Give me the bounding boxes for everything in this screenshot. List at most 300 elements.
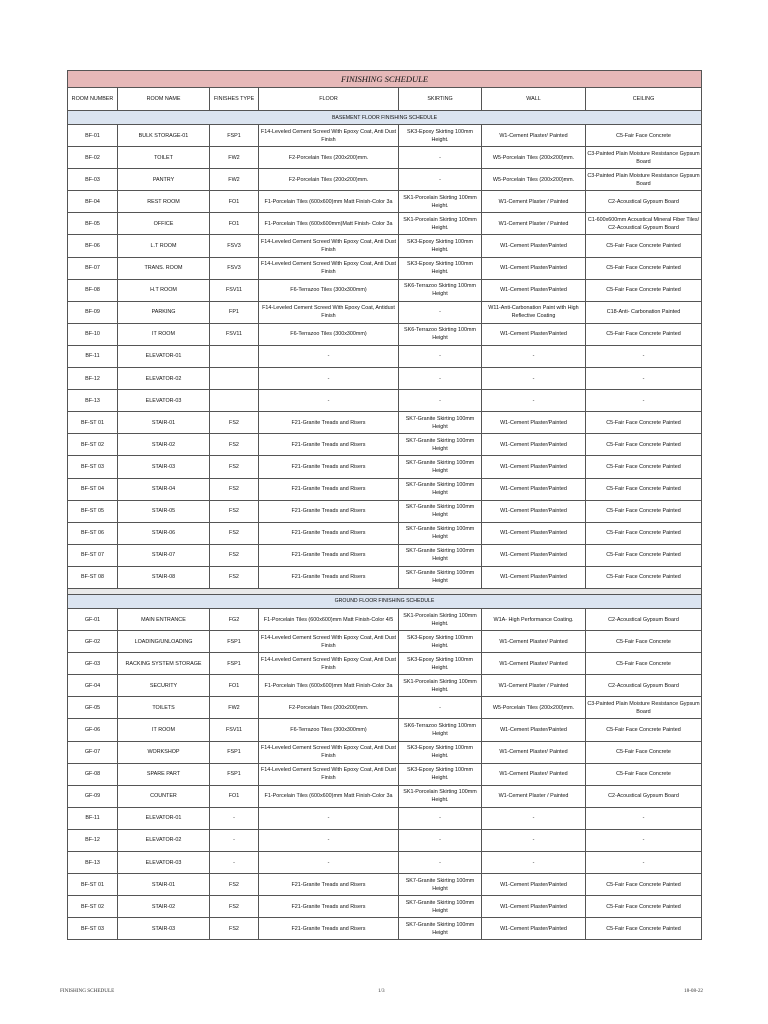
cell-room-number: GF-03 [68,653,118,675]
cell-finishes-type: FSV11 [210,719,259,741]
cell-ceiling: C2-Acoustical Gypsum Board [586,675,702,697]
cell-room-number: BF-ST 04 [68,478,118,500]
cell-skirting: SK6-Terrazoo Skirting 100mm Height [399,279,482,301]
cell-floor: F14-Leveled Cement Screed With Epoxy Coat, Anti Dust Finish [259,125,399,147]
cell-floor: F6-Terrazoo Tiles (300x300mm) [259,719,399,741]
table-row [68,345,702,367]
cell-wall: W1-Cement Plaster/Painted [482,522,586,544]
cell-ceiling: C5-Fair Face Concrete Painted [586,566,702,588]
cell-wall: W11-Anti-Carbonation Paint with High Reflective Coating [482,301,586,323]
cell-wall: W1-Cement Plaster/Painted [482,896,586,918]
table-row [68,829,702,851]
schedule-title: FINISHING SCHEDULE [68,71,702,88]
cell-ceiling: C5-Fair Face Concrete [586,763,702,785]
table-row [68,608,702,630]
cell-wall: W1-Cement Plaster/Painted [482,279,586,301]
cell-finishes-type: FG2 [210,608,259,630]
cell-room-number: GF-09 [68,785,118,807]
cell-skirting: - [399,147,482,169]
cell-floor: F1-Porcelain Tiles (600x600mm)Matt Finish- Color 3a [259,213,399,235]
cell-room-name: PANTRY [118,169,210,191]
table-row [68,852,702,874]
cell-skirting: SK3-Epoxy Skirting 100mm Height. [399,653,482,675]
cell-room-name: ELEVATOR-03 [118,390,210,412]
cell-floor: F14-Leveled Cement Screed With Epoxy Coat, Anti Dust Finish [259,235,399,257]
cell-room-name: TOILETS [118,697,210,719]
column-header-room-number: ROOM NUMBER [68,88,118,111]
cell-finishes-type: FS2 [210,500,259,522]
cell-skirting: SK7-Granite Skirting 100mm Height [399,566,482,588]
footer-document-name: FINISHING SCHEDULE [60,988,115,994]
table-row [68,807,702,829]
finishing-schedule-table [67,70,702,940]
cell-floor: F14-Leveled Cement Screed With Epoxy Coat, Anti Dust Finish [259,257,399,279]
cell-skirting: SK1-Porcelain Skirting 100mm Height. [399,608,482,630]
cell-floor: F14-Leveled Cement Screed With Epoxy Coat, Anti Dust Finish [259,631,399,653]
column-header-row [68,88,702,111]
cell-room-number: BF-04 [68,191,118,213]
cell-room-name: ELEVATOR-01 [118,807,210,829]
cell-skirting: SK3-Epoxy Skirting 100mm Height. [399,741,482,763]
cell-ceiling: C18-Anti- Carbonation Painted [586,301,702,323]
cell-ceiling: - [586,345,702,367]
cell-room-name: ELEVATOR-03 [118,852,210,874]
cell-wall: W1-Cement Plaster/ Painted [482,125,586,147]
cell-skirting: SK7-Granite Skirting 100mm Height [399,522,482,544]
cell-skirting: SK7-Granite Skirting 100mm Height [399,896,482,918]
cell-ceiling: C5-Fair Face Concrete Painted [586,874,702,896]
cell-room-number: BF-ST 06 [68,522,118,544]
cell-finishes-type: FO1 [210,191,259,213]
cell-room-number: BF-13 [68,390,118,412]
cell-finishes-type [210,345,259,367]
cell-wall: W5-Porcelain Tiles (200x200)mm. [482,697,586,719]
table-row [68,697,702,719]
cell-wall: W1-Cement Plaster/Painted [482,874,586,896]
cell-finishes-type: FS2 [210,456,259,478]
cell-room-number: GF-05 [68,697,118,719]
cell-ceiling: - [586,829,702,851]
cell-ceiling: C2-Acoustical Gypsum Board [586,608,702,630]
cell-floor: F21-Granite Treads and Risers [259,522,399,544]
table-row [68,566,702,588]
table-row [68,896,702,918]
cell-skirting: SK1-Porcelain Skirting 100mm Height. [399,191,482,213]
cell-finishes-type: - [210,852,259,874]
cell-room-number: GF-04 [68,675,118,697]
cell-finishes-type: FO1 [210,213,259,235]
column-header-ceiling: CEILING [586,88,702,111]
cell-floor: F2-Porcelain Tiles (200x200)mm. [259,169,399,191]
cell-wall: - [482,829,586,851]
cell-skirting: SK3-Epoxy Skirting 100mm Height. [399,631,482,653]
cell-finishes-type: FSV11 [210,279,259,301]
table-row [68,147,702,169]
cell-finishes-type: FS2 [210,522,259,544]
cell-finishes-type: FO1 [210,675,259,697]
cell-room-name: SPARE PART [118,763,210,785]
section-heading: GROUND FLOOR FINISHING SCHEDULE [68,594,702,608]
cell-skirting: SK3-Epoxy Skirting 100mm Height. [399,125,482,147]
cell-finishes-type: FW2 [210,697,259,719]
cell-wall: W1-Cement Plaster/Painted [482,257,586,279]
table-row [68,785,702,807]
table-row [68,323,702,345]
table-row [68,544,702,566]
cell-floor: F21-Granite Treads and Risers [259,412,399,434]
cell-finishes-type: FW2 [210,147,259,169]
table-row [68,675,702,697]
cell-floor: F21-Granite Treads and Risers [259,544,399,566]
cell-room-name: OFFICE [118,213,210,235]
cell-skirting: SK7-Granite Skirting 100mm Height [399,500,482,522]
cell-ceiling: C3-Painted Plain Moisture Resistance Gypsum Board [586,169,702,191]
cell-room-number: BF-12 [68,829,118,851]
cell-wall: W5-Porcelain Tiles (200x200)mm. [482,147,586,169]
table-row [68,631,702,653]
table-row [68,390,702,412]
cell-wall: W1-Cement Plaster/Painted [482,478,586,500]
cell-room-name: STAIR-03 [118,918,210,940]
cell-floor: - [259,852,399,874]
schedule-body [68,111,702,940]
cell-floor: F21-Granite Treads and Risers [259,456,399,478]
cell-room-number: GF-07 [68,741,118,763]
cell-room-number: BF-ST 02 [68,896,118,918]
cell-floor: F21-Granite Treads and Risers [259,478,399,500]
cell-floor: F14-Leveled Cement Screed With Epoxy Coat, Anti Dust Finish [259,763,399,785]
cell-floor: F6-Terrazoo Tiles (300x300mm) [259,323,399,345]
cell-floor: F2-Porcelain Tiles (200x200)mm. [259,697,399,719]
cell-floor: F21-Granite Treads and Risers [259,500,399,522]
cell-room-number: BF-03 [68,169,118,191]
section-heading-row [68,594,702,608]
table-row [68,191,702,213]
table-row [68,213,702,235]
cell-room-number: GF-01 [68,608,118,630]
cell-wall: W1-Cement Plaster / Painted [482,785,586,807]
cell-room-name: PARKING [118,301,210,323]
cell-room-name: SECURITY [118,675,210,697]
cell-skirting: - [399,852,482,874]
table-row [68,301,702,323]
cell-room-name: LOADING/UNLOADING [118,631,210,653]
cell-skirting: - [399,807,482,829]
cell-finishes-type: FS2 [210,896,259,918]
cell-wall: - [482,807,586,829]
cell-ceiling: C5-Fair Face Concrete Painted [586,478,702,500]
cell-ceiling: C5-Fair Face Concrete [586,125,702,147]
cell-wall: W1-Cement Plaster/ Painted [482,631,586,653]
cell-room-name: STAIR-01 [118,412,210,434]
cell-room-name: TRANS. ROOM [118,257,210,279]
table-row [68,478,702,500]
cell-room-name: STAIR-04 [118,478,210,500]
table-row [68,522,702,544]
column-header-wall: WALL [482,88,586,111]
cell-finishes-type: FS2 [210,544,259,566]
cell-wall: - [482,368,586,390]
cell-skirting: SK6-Terrazoo Skirting 100mm Height [399,323,482,345]
column-header-finishes-type: FINISHES TYPE [210,88,259,111]
cell-room-number: BF-ST 01 [68,874,118,896]
cell-ceiling: - [586,807,702,829]
table-row [68,653,702,675]
cell-skirting: - [399,345,482,367]
cell-room-name: TOILET [118,147,210,169]
cell-room-number: BF-ST 08 [68,566,118,588]
cell-ceiling: C5-Fair Face Concrete Painted [586,719,702,741]
cell-finishes-type: FSP1 [210,125,259,147]
cell-floor: F21-Granite Treads and Risers [259,566,399,588]
cell-room-name: STAIR-05 [118,500,210,522]
table-row [68,257,702,279]
cell-finishes-type: FSP1 [210,631,259,653]
table-row [68,279,702,301]
cell-room-number: GF-08 [68,763,118,785]
cell-ceiling: C2-Acoustical Gypsum Board [586,191,702,213]
cell-finishes-type: FSP1 [210,741,259,763]
cell-finishes-type: FS2 [210,918,259,940]
cell-finishes-type: FS2 [210,412,259,434]
cell-wall: - [482,345,586,367]
cell-floor: F1-Porcelain Tiles (600x600)mm Matt Finish-Color 3a [259,675,399,697]
cell-room-name: RACKING SYSTEM STORAGE [118,653,210,675]
cell-skirting: - [399,390,482,412]
cell-ceiling: C5-Fair Face Concrete [586,741,702,763]
cell-wall: W1A- High Performance Coating. [482,608,586,630]
cell-finishes-type [210,390,259,412]
cell-ceiling: C5-Fair Face Concrete Painted [586,918,702,940]
table-row [68,500,702,522]
cell-floor: - [259,368,399,390]
cell-ceiling: C5-Fair Face Concrete Painted [586,896,702,918]
section-heading: BASEMENT FLOOR FINISHING SCHEDULE [68,111,702,125]
cell-wall: W1-Cement Plaster/Painted [482,566,586,588]
column-header-floor: FLOOR [259,88,399,111]
cell-skirting: - [399,301,482,323]
table-row [68,368,702,390]
cell-room-number: BF-07 [68,257,118,279]
cell-ceiling: C5-Fair Face Concrete [586,653,702,675]
cell-room-number: BF-05 [68,213,118,235]
cell-ceiling: C5-Fair Face Concrete Painted [586,456,702,478]
cell-floor: F14-Leveled Cement Screed With Epoxy Coat, Anti Dust Finish [259,741,399,763]
title-row [68,71,702,88]
cell-wall: W1-Cement Plaster/Painted [482,434,586,456]
cell-room-number: GF-06 [68,719,118,741]
cell-floor: F21-Granite Treads and Risers [259,896,399,918]
table-row [68,434,702,456]
cell-ceiling: C5-Fair Face Concrete Painted [586,544,702,566]
cell-floor: F6-Terrazoo Tiles (300x300mm) [259,279,399,301]
cell-room-number: BF-ST 02 [68,434,118,456]
table-row [68,763,702,785]
table-row [68,125,702,147]
cell-room-name: STAIR-03 [118,456,210,478]
cell-room-number: BF-ST 07 [68,544,118,566]
cell-wall: W1-Cement Plaster / Painted [482,675,586,697]
table-row [68,918,702,940]
cell-skirting: SK1-Porcelain Skirting 100mm Height. [399,675,482,697]
cell-ceiling: - [586,390,702,412]
cell-finishes-type: FSP1 [210,653,259,675]
cell-finishes-type: FW2 [210,169,259,191]
footer-page-number: 1/3 [378,988,385,994]
cell-skirting: SK1-Porcelain Skirting 100mm Height. [399,213,482,235]
cell-wall: W1-Cement Plaster/Painted [482,235,586,257]
footer-date: 18-08-22 [684,988,704,994]
cell-room-name: BULK STORAGE-01 [118,125,210,147]
cell-wall: - [482,852,586,874]
cell-ceiling: C2-Acoustical Gypsum Board [586,785,702,807]
cell-room-number: BF-12 [68,368,118,390]
cell-ceiling: C5-Fair Face Concrete Painted [586,500,702,522]
cell-skirting: SK7-Granite Skirting 100mm Height [399,918,482,940]
cell-ceiling: C5-Fair Face Concrete Painted [586,279,702,301]
cell-finishes-type: FO1 [210,785,259,807]
cell-room-name: IT ROOM [118,323,210,345]
cell-room-name: STAIR-02 [118,896,210,918]
section-heading-row [68,111,702,125]
cell-finishes-type [210,368,259,390]
cell-finishes-type: FP1 [210,301,259,323]
cell-skirting: - [399,169,482,191]
cell-ceiling: - [586,368,702,390]
cell-skirting: SK7-Granite Skirting 100mm Height [399,874,482,896]
cell-floor: F1-Porcelain Tiles (600x600)mm Matt Finish-Color 3a [259,785,399,807]
cell-room-name: STAIR-02 [118,434,210,456]
cell-room-number: BF-11 [68,807,118,829]
cell-skirting: SK3-Epoxy Skirting 100mm Height. [399,257,482,279]
cell-ceiling: C3-Painted Plain Moisture Resistance Gypsum Board [586,147,702,169]
cell-wall: W1-Cement Plaster/ Painted [482,763,586,785]
cell-ceiling: C5-Fair Face Concrete Painted [586,412,702,434]
cell-room-number: BF-13 [68,852,118,874]
cell-room-name: COUNTER [118,785,210,807]
cell-skirting: SK7-Granite Skirting 100mm Height [399,456,482,478]
cell-room-number: BF-02 [68,147,118,169]
cell-finishes-type: FSV11 [210,323,259,345]
table-row [68,741,702,763]
cell-wall: W1-Cement Plaster/ Painted [482,741,586,763]
cell-finishes-type: FS2 [210,874,259,896]
cell-room-number: BF-ST 03 [68,918,118,940]
cell-finishes-type: FSV3 [210,235,259,257]
cell-floor: - [259,807,399,829]
cell-floor: F14-Leveled Cement Screed With Epoxy Coat, Anti Dust Finish [259,653,399,675]
cell-ceiling: C5-Fair Face Concrete Painted [586,522,702,544]
table-row [68,169,702,191]
cell-wall: W1-Cement Plaster / Painted [482,213,586,235]
cell-room-number: GF-02 [68,631,118,653]
cell-floor: F21-Granite Treads and Risers [259,874,399,896]
cell-skirting: SK7-Granite Skirting 100mm Height [399,478,482,500]
cell-room-name: IT ROOM [118,719,210,741]
cell-finishes-type: FS2 [210,478,259,500]
cell-floor: - [259,829,399,851]
cell-ceiling: C5-Fair Face Concrete [586,631,702,653]
cell-skirting: - [399,368,482,390]
cell-finishes-type: FS2 [210,566,259,588]
cell-ceiling: C1-600x600mm Acoustical Mineral Fiber Tiles/ C2-Acoustical Gypsum Board [586,213,702,235]
cell-wall: W1-Cement Plaster/Painted [482,719,586,741]
cell-room-number: BF-10 [68,323,118,345]
cell-ceiling: C5-Fair Face Concrete Painted [586,235,702,257]
cell-room-name: MAIN ENTRANCE [118,608,210,630]
cell-ceiling: C3-Painted Plain Moisture Resistance Gypsum Board [586,697,702,719]
cell-ceiling: - [586,852,702,874]
cell-floor: F21-Granite Treads and Risers [259,434,399,456]
cell-room-number: BF-11 [68,345,118,367]
cell-skirting: - [399,829,482,851]
cell-wall: W1-Cement Plaster / Painted [482,191,586,213]
cell-wall: W1-Cement Plaster/ Painted [482,653,586,675]
cell-floor: F1-Porcelain Tiles (600x600)mm Matt Finish-Color 4/5 [259,608,399,630]
cell-skirting: SK7-Granite Skirting 100mm Height [399,544,482,566]
cell-skirting: SK1-Porcelain Skirting 100mm Height. [399,785,482,807]
cell-skirting: - [399,697,482,719]
cell-room-number: BF-06 [68,235,118,257]
cell-wall: W1-Cement Plaster/Painted [482,412,586,434]
column-header-room-name: ROOM NAME [118,88,210,111]
cell-floor: F14-Leveled Cement Screed With Epoxy Coat, Antidust Finish [259,301,399,323]
column-header-skirting: SKIRTING [399,88,482,111]
cell-room-name: ELEVATOR-02 [118,368,210,390]
cell-room-number: BF-01 [68,125,118,147]
cell-finishes-type: - [210,829,259,851]
cell-floor: F21-Granite Treads and Risers [259,918,399,940]
cell-room-name: REST ROOM [118,191,210,213]
cell-room-number: BF-ST 01 [68,412,118,434]
cell-finishes-type: - [210,807,259,829]
cell-finishes-type: FSP1 [210,763,259,785]
table-row [68,456,702,478]
cell-room-number: BF-ST 03 [68,456,118,478]
cell-room-name: STAIR-07 [118,544,210,566]
cell-floor: F1-Porcelain Tiles (600x600)mm Matt Finish-Color 3a [259,191,399,213]
table-row [68,719,702,741]
cell-room-number: BF-ST 05 [68,500,118,522]
cell-room-name: STAIR-06 [118,522,210,544]
cell-ceiling: C5-Fair Face Concrete Painted [586,434,702,456]
cell-room-name: STAIR-01 [118,874,210,896]
cell-skirting: SK7-Granite Skirting 100mm Height [399,434,482,456]
cell-floor: F2-Porcelain Tiles (200x200)mm. [259,147,399,169]
cell-skirting: SK6-Terrazoo Skirting 100mm Height [399,719,482,741]
table-row [68,412,702,434]
cell-floor: - [259,345,399,367]
cell-ceiling: C5-Fair Face Concrete Painted [586,323,702,345]
cell-wall: - [482,390,586,412]
cell-room-name: ELEVATOR-01 [118,345,210,367]
cell-wall: W5-Porcelain Tiles (200x200)mm. [482,169,586,191]
cell-skirting: SK3-Epoxy Skirting 100mm Height. [399,235,482,257]
cell-room-name: L.T ROOM [118,235,210,257]
cell-room-name: ELEVATOR-02 [118,829,210,851]
cell-floor: - [259,390,399,412]
cell-wall: W1-Cement Plaster/Painted [482,544,586,566]
cell-finishes-type: FS2 [210,434,259,456]
cell-wall: W1-Cement Plaster/Painted [482,456,586,478]
cell-wall: W1-Cement Plaster/Painted [482,500,586,522]
table-row [68,235,702,257]
cell-skirting: SK3-Epoxy Skirting 100mm Height. [399,763,482,785]
cell-skirting: SK7-Granite Skirting 100mm Height [399,412,482,434]
cell-finishes-type: FSV3 [210,257,259,279]
cell-room-number: BF-08 [68,279,118,301]
cell-ceiling: C5-Fair Face Concrete Painted [586,257,702,279]
